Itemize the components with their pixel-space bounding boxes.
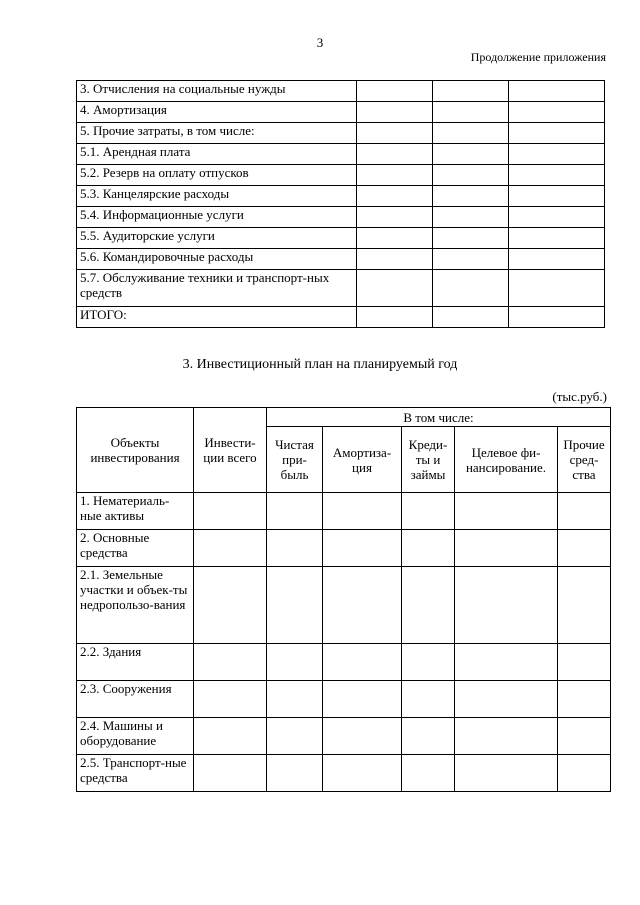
empty-cell	[357, 249, 433, 270]
empty-cell	[433, 81, 509, 102]
empty-cell	[402, 681, 455, 718]
empty-cell	[323, 567, 402, 644]
empty-cell	[509, 307, 605, 328]
empty-cell	[509, 81, 605, 102]
row-label: 5. Прочие затраты, в том числе:	[77, 123, 357, 144]
empty-cell	[323, 493, 402, 530]
empty-cell	[509, 123, 605, 144]
continuation-note: Продолжение приложения	[470, 50, 606, 64]
empty-cell	[455, 567, 558, 644]
empty-cell	[267, 718, 323, 755]
empty-cell	[194, 644, 267, 681]
empty-cell	[267, 681, 323, 718]
empty-cell	[323, 755, 402, 792]
empty-cell	[267, 493, 323, 530]
empty-cell	[357, 144, 433, 165]
empty-cell	[509, 228, 605, 249]
header-investments-total: Инвести-ции всего	[194, 408, 267, 493]
empty-cell	[194, 755, 267, 792]
empty-cell	[357, 307, 433, 328]
empty-cell	[558, 755, 611, 792]
empty-cell	[357, 81, 433, 102]
table-row	[77, 165, 605, 186]
empty-cell	[433, 207, 509, 228]
expenses-table	[76, 80, 605, 328]
table-row	[77, 249, 605, 270]
row-label: 2. Основные средства	[77, 530, 194, 567]
row-label: 2.3. Сооружения	[77, 681, 194, 718]
empty-cell	[433, 144, 509, 165]
row-label: 2.1. Земельные участки и объек-ты недропользо-вания	[77, 567, 194, 644]
row-label: 4. Амортизация	[77, 102, 357, 123]
empty-cell	[455, 644, 558, 681]
table-row	[77, 530, 611, 567]
row-label: 5.2. Резерв на оплату отпусков	[77, 165, 357, 186]
empty-cell	[558, 567, 611, 644]
empty-cell	[455, 530, 558, 567]
row-label: ИТОГО:	[77, 307, 357, 328]
table-row	[77, 228, 605, 249]
page-number: 3	[316, 35, 324, 50]
empty-cell	[267, 644, 323, 681]
row-label: 5.4. Информационные услуги	[77, 207, 357, 228]
header-including: В том числе:	[267, 408, 611, 427]
empty-cell	[323, 644, 402, 681]
empty-cell	[558, 718, 611, 755]
table-row	[77, 186, 605, 207]
empty-cell	[455, 755, 558, 792]
empty-cell	[323, 530, 402, 567]
table-row	[77, 755, 611, 792]
empty-cell	[357, 270, 433, 307]
row-label: 2.2. Здания	[77, 644, 194, 681]
empty-cell	[194, 530, 267, 567]
empty-cell	[402, 493, 455, 530]
header-amortization: Амортиза-ция	[323, 427, 402, 493]
table-row	[77, 718, 611, 755]
empty-cell	[433, 249, 509, 270]
empty-cell	[194, 567, 267, 644]
empty-cell	[267, 567, 323, 644]
empty-cell	[509, 270, 605, 307]
empty-cell	[357, 207, 433, 228]
empty-cell	[323, 681, 402, 718]
empty-cell	[357, 123, 433, 144]
empty-cell	[558, 644, 611, 681]
empty-cell	[194, 681, 267, 718]
row-label: 5.6. Командировочные расходы	[77, 249, 357, 270]
empty-cell	[558, 681, 611, 718]
empty-cell	[558, 493, 611, 530]
row-label: 5.7. Обслуживание техники и транспорт-ных средств	[77, 270, 357, 307]
investment-table	[76, 407, 611, 792]
header-net-profit: Чистая при-быль	[267, 427, 323, 493]
empty-cell	[509, 144, 605, 165]
empty-cell	[194, 493, 267, 530]
row-label: 5.3. Канцелярские расходы	[77, 186, 357, 207]
empty-cell	[267, 530, 323, 567]
header-credits: Креди-ты и займы	[402, 427, 455, 493]
empty-cell	[455, 681, 558, 718]
table-row	[77, 493, 611, 530]
table-row	[77, 307, 605, 328]
empty-cell	[455, 718, 558, 755]
table-row	[77, 102, 605, 123]
empty-cell	[509, 102, 605, 123]
row-label: 3. Отчисления на социальные нужды	[77, 81, 357, 102]
empty-cell	[509, 207, 605, 228]
table-row	[77, 207, 605, 228]
row-label: 5.5. Аудиторские услуги	[77, 228, 357, 249]
empty-cell	[433, 307, 509, 328]
empty-cell	[433, 228, 509, 249]
table-row	[77, 644, 611, 681]
table-row	[77, 270, 605, 307]
header-target-financing: Целевое фи-нансирование.	[455, 427, 558, 493]
empty-cell	[357, 165, 433, 186]
empty-cell	[402, 755, 455, 792]
empty-cell	[509, 186, 605, 207]
table-row	[77, 681, 611, 718]
empty-cell	[323, 718, 402, 755]
empty-cell	[433, 165, 509, 186]
table-row	[77, 144, 605, 165]
empty-cell	[357, 228, 433, 249]
empty-cell	[433, 102, 509, 123]
units-label: (тыс.руб.)	[552, 389, 607, 404]
section-title: 3. Инвестиционный план на планируемый год	[182, 357, 458, 372]
empty-cell	[402, 644, 455, 681]
header-other: Прочие сред-ства	[558, 427, 611, 493]
table-row	[77, 81, 605, 102]
row-label: 2.4. Машины и оборудование	[77, 718, 194, 755]
table-row	[77, 567, 611, 644]
empty-cell	[402, 567, 455, 644]
header-objects: Объекты инвестирования	[77, 408, 194, 493]
empty-cell	[455, 493, 558, 530]
empty-cell	[509, 165, 605, 186]
table-row	[77, 123, 605, 144]
empty-cell	[558, 530, 611, 567]
empty-cell	[194, 718, 267, 755]
row-label: 2.5. Транспорт-ные средства	[77, 755, 194, 792]
empty-cell	[402, 530, 455, 567]
empty-cell	[267, 755, 323, 792]
header-row	[77, 408, 611, 427]
empty-cell	[433, 270, 509, 307]
row-label: 5.1. Арендная плата	[77, 144, 357, 165]
empty-cell	[402, 718, 455, 755]
row-label: 1. Нематериаль-ные активы	[77, 493, 194, 530]
empty-cell	[357, 102, 433, 123]
empty-cell	[433, 186, 509, 207]
empty-cell	[509, 249, 605, 270]
empty-cell	[433, 123, 509, 144]
empty-cell	[357, 186, 433, 207]
